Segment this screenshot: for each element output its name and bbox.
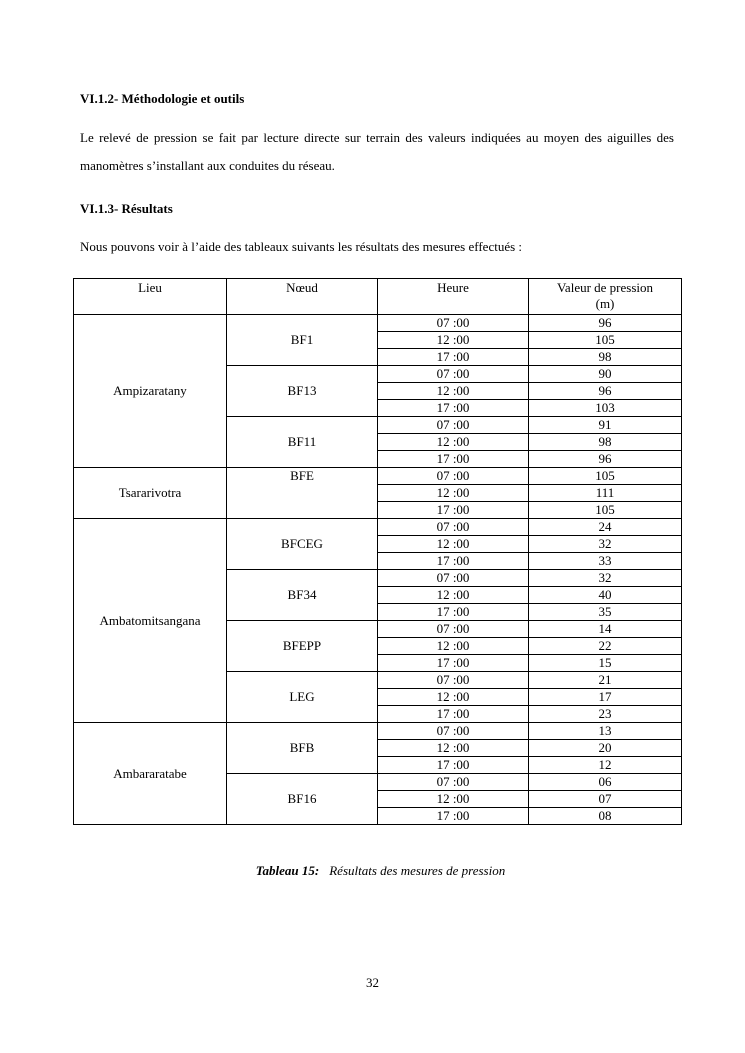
caption-label: Tableau 15: — [255, 863, 320, 878]
cell-valeur: 22 — [529, 638, 682, 655]
cell-valeur: 33 — [529, 553, 682, 570]
page-number: 32 — [366, 975, 379, 990]
cell-lieu: Ambararatabe — [74, 723, 227, 825]
cell-valeur: 23 — [529, 706, 682, 723]
cell-heure: 17 :00 — [378, 349, 529, 366]
cell-heure: 07 :00 — [378, 723, 529, 740]
cell-noeud: BF34 — [227, 570, 378, 621]
cell-heure: 12 :00 — [378, 536, 529, 553]
cell-valeur: 103 — [529, 400, 682, 417]
pressure-results-table — [73, 278, 682, 825]
cell-heure: 17 :00 — [378, 706, 529, 723]
header-valeur-unit: (m) — [595, 296, 615, 311]
cell-heure: 12 :00 — [378, 332, 529, 349]
cell-valeur: 96 — [529, 451, 682, 468]
methodology-paragraph: Le relevé de pression se fait par lecture directe sur terrain des valeurs indiquées au moyen des aiguilles des manomètres s’installant aux conduites du réseau. — [80, 130, 674, 173]
cell-valeur: 17 — [529, 689, 682, 706]
methodology-heading: VI.1.2- Méthodologie et outils — [80, 91, 245, 106]
cell-heure: 07 :00 — [378, 672, 529, 689]
cell-valeur: 98 — [529, 434, 682, 451]
cell-heure: 12 :00 — [378, 689, 529, 706]
cell-valeur: 111 — [529, 485, 682, 502]
cell-heure: 17 :00 — [378, 757, 529, 774]
cell-valeur: 105 — [529, 468, 682, 485]
cell-noeud: BFB — [227, 723, 378, 774]
cell-noeud: BF16 — [227, 774, 378, 825]
cell-valeur: 96 — [529, 383, 682, 400]
cell-noeud: BFEPP — [227, 621, 378, 672]
cell-heure: 17 :00 — [378, 553, 529, 570]
cell-heure: 12 :00 — [378, 434, 529, 451]
cell-valeur: 13 — [529, 723, 682, 740]
cell-heure: 12 :00 — [378, 587, 529, 604]
cell-heure: 12 :00 — [378, 383, 529, 400]
caption-text: Résultats des mesures de pression — [329, 863, 506, 878]
table-row — [74, 723, 682, 740]
cell-valeur: 15 — [529, 655, 682, 672]
cell-heure: 07 :00 — [378, 774, 529, 791]
cell-valeur: 98 — [529, 349, 682, 366]
cell-heure: 07 :00 — [378, 417, 529, 434]
cell-valeur: 105 — [529, 332, 682, 349]
results-heading: VI.1.3- Résultats — [80, 201, 173, 216]
cell-lieu: Ampizaratany — [74, 315, 227, 468]
cell-heure: 17 :00 — [378, 400, 529, 417]
cell-valeur: 07 — [529, 791, 682, 808]
cell-valeur: 24 — [529, 519, 682, 536]
table-row — [74, 519, 682, 536]
header-valeur — [529, 279, 682, 315]
cell-valeur: 32 — [529, 570, 682, 587]
cell-valeur: 105 — [529, 502, 682, 519]
table-header-row — [74, 279, 682, 315]
cell-valeur: 35 — [529, 604, 682, 621]
cell-lieu: Tsararivotra — [74, 468, 227, 519]
cell-noeud: BF13 — [227, 366, 378, 417]
cell-valeur: 08 — [529, 808, 682, 825]
cell-valeur: 06 — [529, 774, 682, 791]
cell-valeur: 20 — [529, 740, 682, 757]
cell-valeur: 90 — [529, 366, 682, 383]
cell-noeud: BFCEG — [227, 519, 378, 570]
cell-heure: 07 :00 — [378, 621, 529, 638]
cell-valeur: 40 — [529, 587, 682, 604]
cell-valeur: 96 — [529, 315, 682, 332]
cell-heure: 07 :00 — [378, 366, 529, 383]
cell-heure: 17 :00 — [378, 604, 529, 621]
cell-valeur: 91 — [529, 417, 682, 434]
cell-heure: 07 :00 — [378, 519, 529, 536]
cell-heure: 12 :00 — [378, 485, 529, 502]
cell-heure: 07 :00 — [378, 570, 529, 587]
cell-valeur: 21 — [529, 672, 682, 689]
table-caption — [0, 863, 745, 879]
cell-heure: 12 :00 — [378, 740, 529, 757]
cell-heure: 17 :00 — [378, 655, 529, 672]
table-row — [74, 468, 682, 485]
header-noeud: Nœud — [227, 279, 378, 315]
cell-heure: 12 :00 — [378, 791, 529, 808]
cell-heure: 17 :00 — [378, 502, 529, 519]
cell-noeud: LEG — [227, 672, 378, 723]
table-body — [74, 315, 682, 825]
header-lieu: Lieu — [74, 279, 227, 315]
header-heure: Heure — [378, 279, 529, 315]
cell-noeud: BFE — [227, 468, 378, 519]
cell-heure: 17 :00 — [378, 808, 529, 825]
header-valeur-line1: Valeur de pression — [556, 280, 654, 295]
cell-valeur: 32 — [529, 536, 682, 553]
results-intro-paragraph: Nous pouvons voir à l’aide des tableaux suivants les résultats des mesures effectués : — [80, 239, 523, 254]
cell-lieu: Ambatomitsangana — [74, 519, 227, 723]
cell-heure: 17 :00 — [378, 451, 529, 468]
cell-noeud: BF1 — [227, 315, 378, 366]
cell-valeur: 12 — [529, 757, 682, 774]
cell-heure: 07 :00 — [378, 315, 529, 332]
cell-valeur: 14 — [529, 621, 682, 638]
cell-noeud: BF11 — [227, 417, 378, 468]
table-row — [74, 315, 682, 332]
cell-heure: 12 :00 — [378, 638, 529, 655]
cell-heure: 07 :00 — [378, 468, 529, 485]
